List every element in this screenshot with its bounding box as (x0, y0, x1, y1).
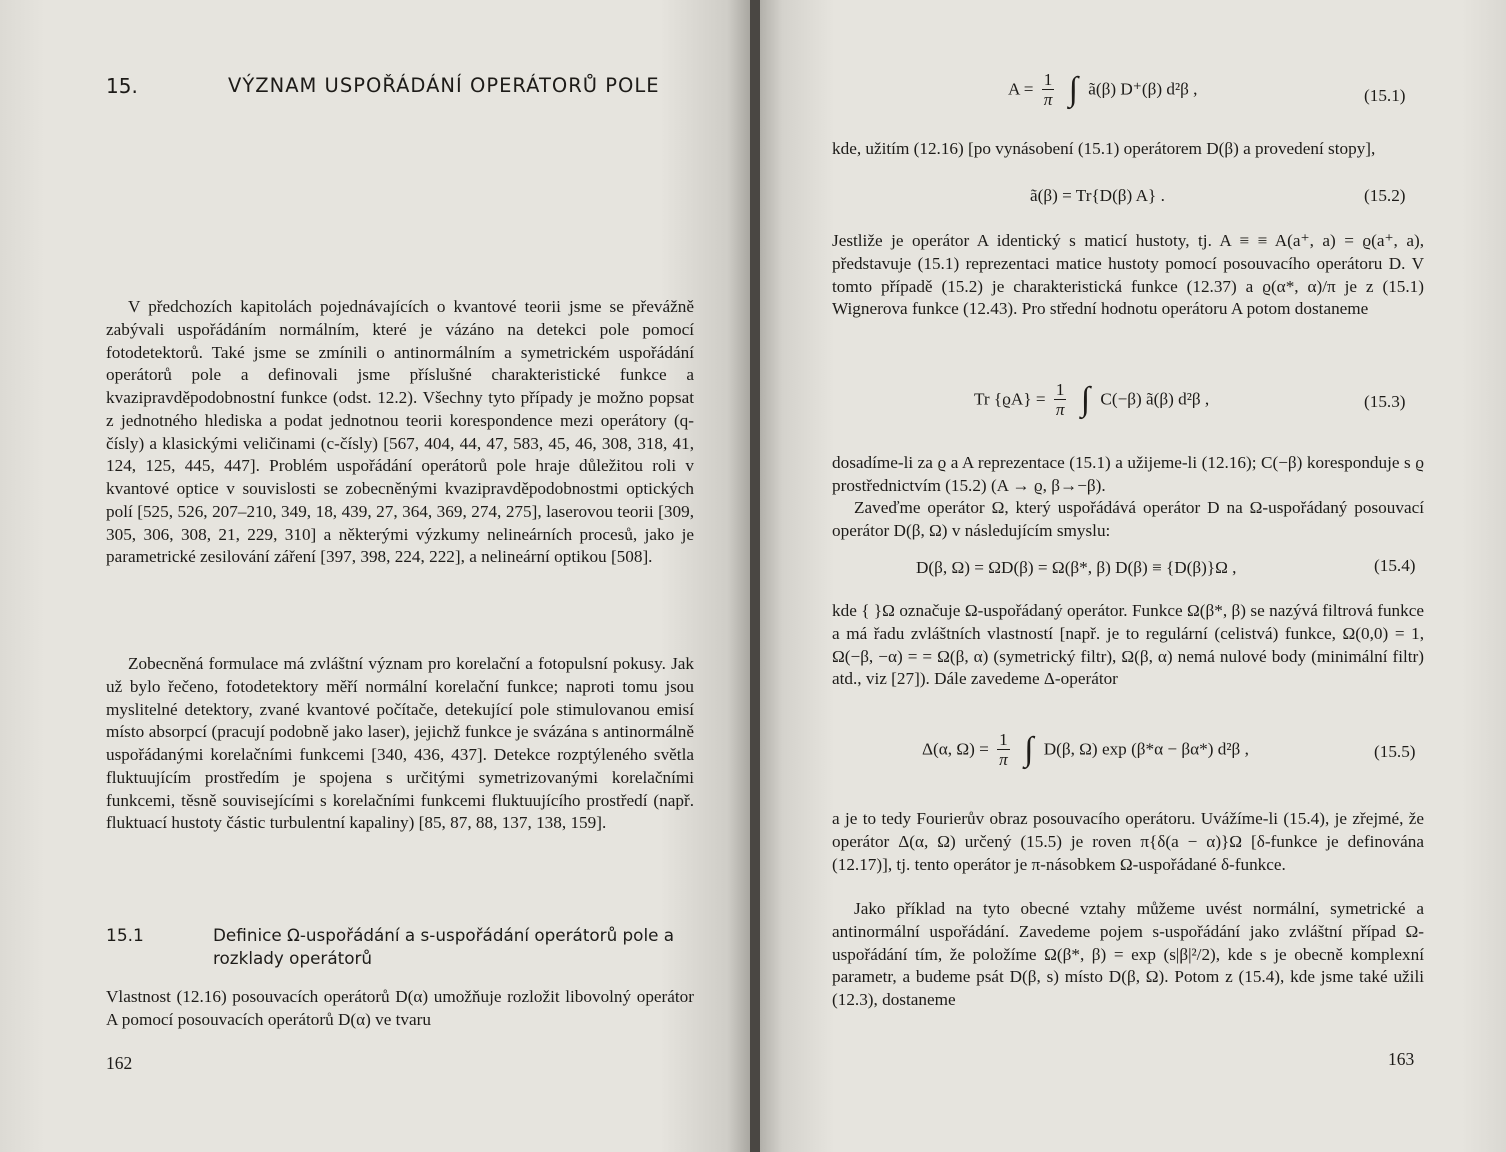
equation-number-15-2: (15.2) (1364, 186, 1406, 205)
text-after-15-4: kde { }Ω označuje Ω-uspořádaný operátor. Funkce Ω(β*, β) se nazývá filtrová funkce a má řadu zvláštních vlastností [např. je to regulární (celistvá) funkce, Ω(0,0) = 1, Ω(−β, −α) = = Ω(β, α) (symetrický filtr), Ω(β, α) nemá nulové body (minimální filtr) atd., viz [27]). Dále zavedeme Δ-operátor (832, 601, 1424, 689)
integral-sign: ∫ (1080, 380, 1091, 418)
page-number-left: 162 (106, 1053, 133, 1073)
equation-number-15-4: (15.4) (1374, 556, 1416, 575)
text-after-15-2: Jestliže je operátor A identický s maticí hustoty, tj. A ≡ ≡ A(a⁺, a) = ϱ(a⁺, a), představuje (15.1) reprezentaci matice hustoty pomocí posouvacího operátoru D. V tomto případě (15.2) je charakteristická funkce (12.37) a ϱ(α*, α)/π je z (15.1) Wignerova funkce (12.43). Pro střední hodnotu operátoru A potom dostaneme (832, 231, 1424, 319)
book-gutter (750, 0, 760, 1152)
equation-15-2: ã(β) = Tr{D(β) A} . (1030, 186, 1165, 205)
integral-sign: ∫ (1068, 70, 1078, 108)
equation-15-1: A = $\frac{1}{\pi}$ ∫ ã(β) D⁺(β) d²β , (1008, 70, 1198, 109)
second-paragraph: Zobecněná formulace má zvláštní význam pro korelační a fotopulsní pokusy. Jak už bylo řečeno, fotodetektory měří normální korelační funkce; naproti tomu jsou myslitelné detektory, zvané kvantové počítače, detekující pole stimulovanou emisí místo absorpcí (pracují podobně jako laser), jejichž funkce je svázána s antinormálně uspořádanými korelačními funkcemi [340, 436, 437]. Detekce rozptýleného světla fluktuujícím prostředím je spojena s určitými symetrizovanými korelačními funkcemi, těsně souvisejícími s korelačními funkcemi fluktuujícího prostředí (např. fluktuací hustoty částic turbulentní kapaliny) [85, 87, 88, 137, 138, 159]. (106, 654, 694, 833)
text-after-15-5: a je to tedy Fourierův obraz posouvacího operátoru. Uvážíme-li (15.4), je zřejmé, že operátor Δ(α, Ω) určený (15.5) je roven π{δ(a − α)}Ω [δ-funkce je definována (12.17)], tj. tento operátor je π-násobkem Ω-uspořádané δ-funkce. (832, 809, 1424, 874)
text-operator-omega: Zaveďme operátor Ω, který uspořádává operátor D na Ω-uspořádaný posouvací operátor D(β, Ω) v následujícím smyslu: (832, 498, 1424, 540)
equation-number-15-3: (15.3) (1364, 392, 1406, 411)
section-number: 15.1 (106, 926, 144, 946)
chapter-title: VÝZNAM USPOŘÁDÁNÍ OPERÁTORŮ POLE (228, 74, 660, 97)
equation-15-5: Δ(α, Ω) = $\frac{1}{\pi}$ ∫ D(β, Ω) exp (β*α − βα*) d²β , (922, 730, 1249, 769)
text-after-15-1: kde, užitím (12.16) [po vynásobení (15.1) operátorem D(β) a provedení stopy], (832, 139, 1376, 158)
text-after-15-3: dosadíme-li za ϱ a A reprezentace (15.1) a užijeme-li (12.16); C(−β) koresponduje s ϱ prostřednictvím (15.2) (A → ϱ, β→−β). (832, 453, 1424, 495)
section-title: Definice Ω-uspořádání a s-uspořádání operátorů pole a rozklady operátorů (213, 925, 675, 968)
chapter-number: 15. (106, 74, 138, 98)
integral-sign: ∫ (1024, 730, 1034, 768)
equation-15-3: Tr {ϱA} = $\frac{1}{\pi}$ ∫ C(−β) ã(β) d²β , (974, 380, 1210, 419)
equation-number-15-5: (15.5) (1374, 742, 1416, 761)
equation-number-15-1: (15.1) (1364, 86, 1406, 105)
left-page (0, 0, 750, 1152)
section-paragraph: Vlastnost (12.16) posouvacích operátorů D(α) umožňuje rozložit libovolný operátor A pomocí posouvacích operátorů D(α) ve tvaru (106, 987, 694, 1029)
right-page (760, 0, 1506, 1152)
equation-15-4: D(β, Ω) = ΩD(β) = Ω(β*, β) D(β) ≡ {D(β)}Ω , (916, 558, 1237, 577)
page-number-right: 163 (1388, 1049, 1415, 1069)
intro-paragraph: V předchozích kapitolách pojednávajících o kvantové teorii jsme se převážně zabývali uspořádáním normálním, které je vázáno na detekci pole pomocí fotodetektorů. Také jsme se zmínili o antinormálním a symetrickém uspořádání operátorů pole a definovali jsme příslušné charakteristické funkce a kvazipravděpodobnostní funkce (odst. 12.2). Všechny tyto případy je možno popsat z jednotného hlediska a podat jednotnou teorii korespondence mezi operátory (q-čísly) a klasickými veličinami (c-čísly) [567, 404, 44, 47, 583, 45, 46, 308, 318, 41, 124, 125, 445, 447]. Problém uspořádání operátorů pole hraje důležitou roli v kvantové optice v souvislosti se zobecněnými kvazipravděpodobnostmi optických polí [525, 526, 207–210, 349, 18, 439, 27, 364, 369, 274, 275], laserovou teorii [309, 305, 306, 308, 21, 229, 310] a některými výzkumy nelineárních procesů, jako je parametrické zesilování záření [397, 398, 224, 222], a nelineární optikou [508]. (106, 297, 694, 567)
text-s-ordering: Jako příklad na tyto obecné vztahy můžeme uvést normální, symetrické a antinormální uspořádání. Zavedeme pojem s-uspořádání jako zvláštní případ Ω-uspořádání tím, že položíme Ω(β*, β) = exp (s|β|²/2), kde s je obecně komplexní parametr, a budeme psát D(β, s) místo D(β, Ω). Potom z (15.4), kde jsme také užili (12.3), dostaneme (832, 899, 1424, 1009)
